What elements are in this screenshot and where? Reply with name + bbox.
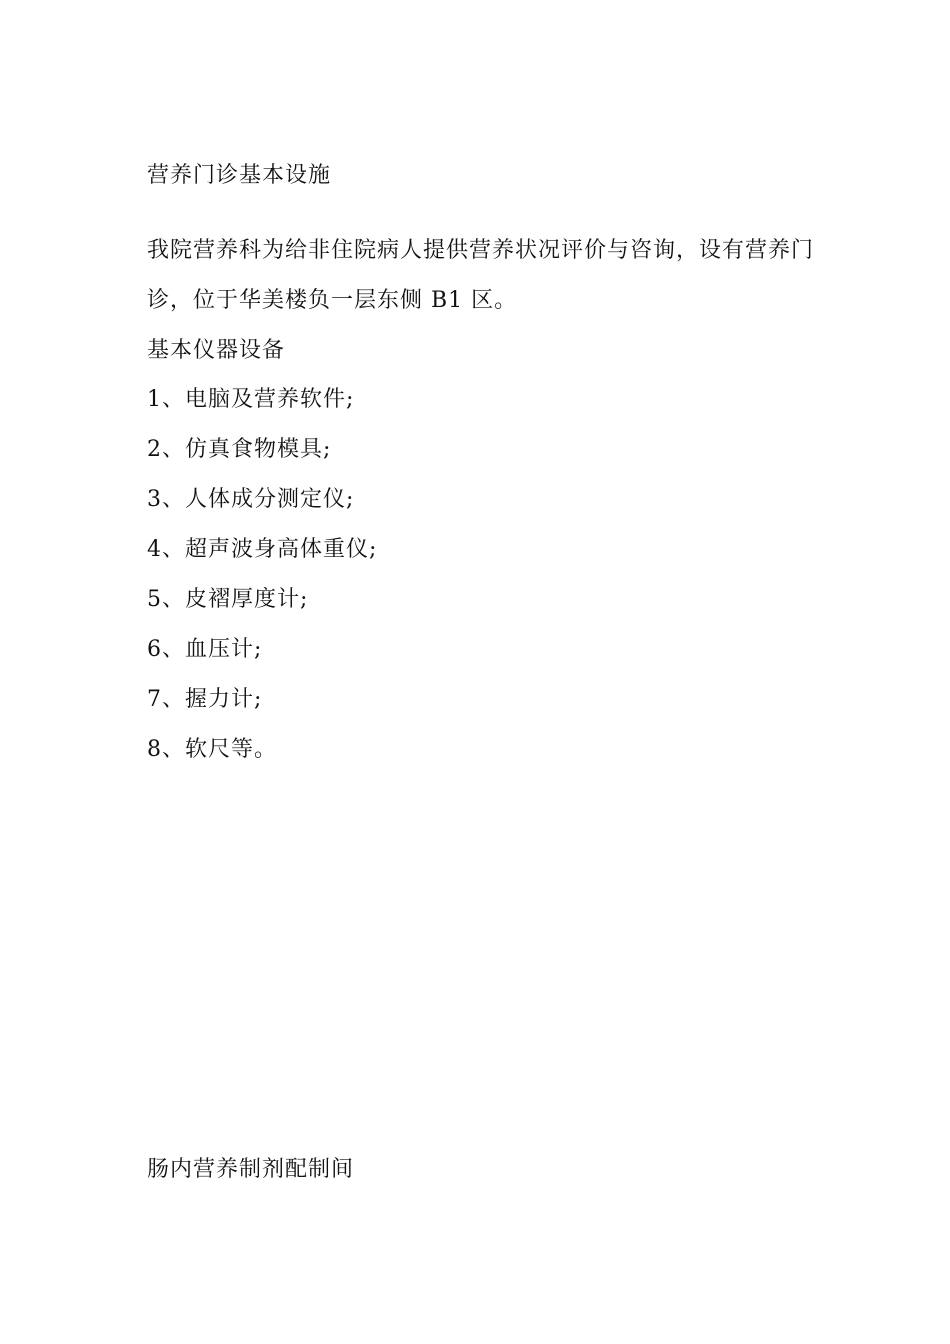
equipment-item-3: 3、人体成分测定仪; [147,487,355,512]
equipment-item-5: 5、皮褶厚度计; [147,587,309,612]
intro-paragraph-line-1: 我院营养科为给非住院病人提供营养状况评价与咨询，设有营养门 [147,238,815,263]
equipment-item-8: 8、软尺等。 [147,737,277,762]
document-title: 营养门诊基本设施 [147,163,332,188]
section-2-title: 肠内营养制剂配制间 [147,1157,355,1182]
equipment-item-4: 4、超声波身高体重仪; [147,537,378,562]
equipment-item-6: 6、血压计; [147,637,263,662]
equipment-item-7: 7、握力计; [147,687,263,712]
equipment-heading: 基本仪器设备 [147,338,286,363]
equipment-item-1: 1、电脑及营养软件; [147,387,355,412]
equipment-item-2: 2、仿真食物模具; [147,437,332,462]
intro-paragraph-line-2: 诊，位于华美楼负一层东侧 B1 区。 [147,288,518,313]
